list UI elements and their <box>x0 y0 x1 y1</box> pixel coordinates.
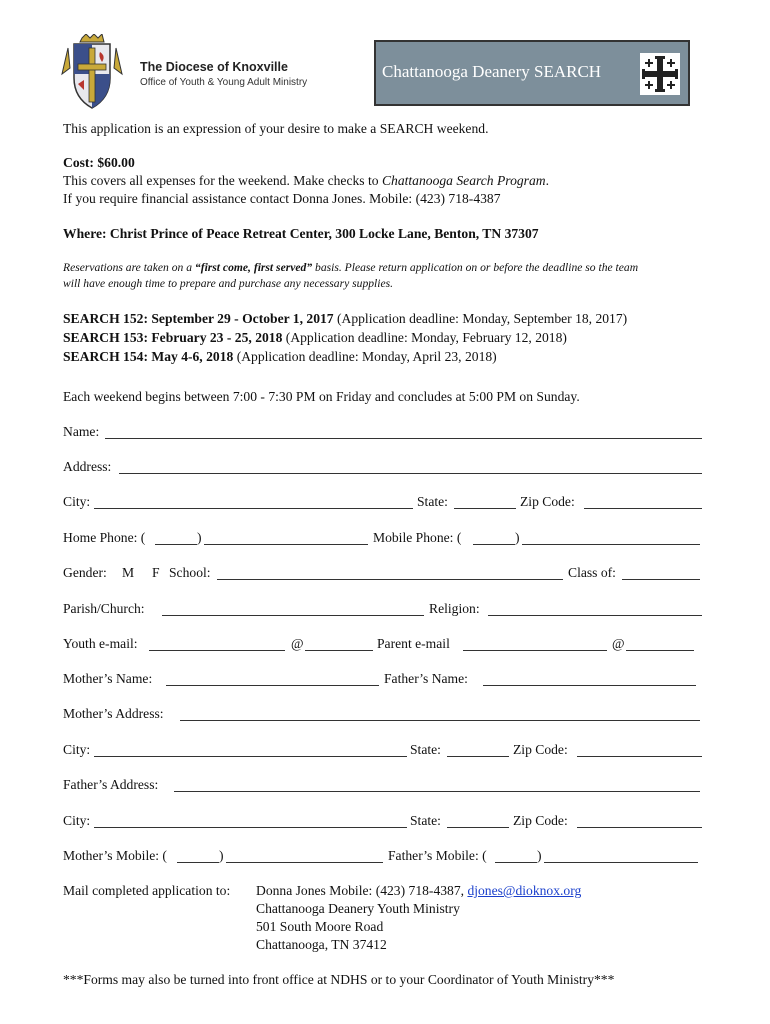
office-name: Office of Youth & Young Adult Ministry <box>140 77 308 88</box>
diocese-crest-icon <box>60 34 124 110</box>
cost-value: Cost: $60.00 <box>63 155 135 170</box>
state-label: State: <box>410 813 441 828</box>
mail-line-3: 501 South Moore Road <box>256 919 384 934</box>
mothers-name-field[interactable] <box>166 671 379 686</box>
gender-m-option[interactable]: M <box>122 565 135 580</box>
paren-close: ) <box>515 530 520 545</box>
weekend-deadline: (Application deadline: Monday, April 23, 2018) <box>233 349 497 364</box>
class-of-label: Class of: <box>568 565 616 580</box>
mail-contact-text: Donna Jones Mobile: (423) 718-4387, <box>256 883 468 898</box>
cost-line-1 <box>63 173 549 189</box>
mother-zip-field[interactable] <box>577 742 702 757</box>
mobile-phone-label: Mobile Phone: ( <box>373 530 462 545</box>
location-line <box>63 226 539 242</box>
mothers-mobile-field[interactable] <box>226 848 383 863</box>
state-label: State: <box>410 742 441 757</box>
city-label: City: <box>63 742 91 757</box>
youth-email-label: Youth e-mail: <box>63 636 138 651</box>
mothers-address-field[interactable] <box>180 706 700 721</box>
state-label: State: <box>417 494 448 509</box>
fathers-mobile-field[interactable] <box>544 848 698 863</box>
weekend-153 <box>63 330 567 346</box>
mothers-area-code-field[interactable] <box>177 848 219 863</box>
city-label: City: <box>63 494 91 509</box>
cost-line-1-c: . <box>545 173 549 188</box>
zip-label: Zip Code: <box>513 813 568 828</box>
program-banner <box>374 40 690 106</box>
parent-email-label: Parent e-mail <box>377 636 450 651</box>
parish-row <box>63 601 703 619</box>
name-field[interactable] <box>105 424 702 439</box>
mother-state-field[interactable] <box>447 742 509 757</box>
fathers-name-field[interactable] <box>483 671 696 686</box>
mother-city-field[interactable] <box>94 742 407 757</box>
reservations-note-2: will have enough time to prepare and purchase any necessary supplies. <box>63 277 394 290</box>
city-field[interactable] <box>94 494 413 509</box>
religion-field[interactable] <box>488 601 702 616</box>
father-city-row <box>63 813 703 831</box>
mothers-address-row <box>63 706 703 724</box>
parish-label: Parish/Church: <box>63 601 145 616</box>
mail-label: Mail completed application to: <box>63 883 231 898</box>
weekend-152 <box>63 311 627 327</box>
weekend-deadline: (Application deadline: Monday, September 18, 2017) <box>333 311 628 326</box>
cost-line-2: If you require financial assistance contact Donna Jones. Mobile: (423) 718-4387 <box>63 191 501 206</box>
parent-email-user-field[interactable] <box>463 636 607 651</box>
mobile-area-code-field[interactable] <box>473 530 515 545</box>
parent-mobile-row <box>63 848 703 866</box>
father-city-field[interactable] <box>94 813 407 828</box>
fathers-address-field[interactable] <box>174 777 700 792</box>
intro-text: This application is an expression of your desire to make a SEARCH weekend. <box>63 121 489 136</box>
youth-email-user-field[interactable] <box>149 636 285 651</box>
reservations-b: “first come, first served” <box>194 261 313 274</box>
school-label: School: <box>169 565 211 580</box>
name-row <box>63 424 703 442</box>
parent-email-domain-field[interactable] <box>626 636 694 651</box>
home-phone-label: Home Phone: ( <box>63 530 146 545</box>
fathers-area-code-field[interactable] <box>495 848 537 863</box>
religion-label: Religion: <box>429 601 480 616</box>
state-field[interactable] <box>454 494 516 509</box>
schedule-text: Each weekend begins between 7:00 - 7:30 PM on Friday and concludes at 5:00 PM on Sunday. <box>63 389 580 404</box>
weekend-title: SEARCH 153: February 23 - 25, 2018 <box>63 330 283 345</box>
zip-label: Zip Code: <box>520 494 575 509</box>
phone-row <box>63 530 703 548</box>
cost-line-1-a: This covers all expenses for the weekend. Make checks to <box>63 173 382 188</box>
email-row <box>63 636 703 654</box>
mothers-address-label: Mother’s Address: <box>63 706 164 721</box>
youth-email-domain-field[interactable] <box>305 636 373 651</box>
mothers-name-label: Mother’s Name: <box>63 671 153 686</box>
footer-note: ***Forms may also be turned into front office at NDHS or to your Coordinator of Youth Ministry*** <box>63 972 615 987</box>
at-sign: @ <box>291 636 304 651</box>
reservations-note-1 <box>63 261 638 274</box>
cost-label <box>63 155 135 171</box>
banner-title: Chattanooga Deanery SEARCH <box>382 62 602 81</box>
mail-line-4: Chattanooga, TN 37412 <box>256 937 387 952</box>
name-label: Name: <box>63 424 100 439</box>
fathers-mobile-label: Father’s Mobile: ( <box>388 848 487 863</box>
jerusalem-cross-icon <box>640 53 680 95</box>
payee-name: Chattanooga Search Program <box>381 173 546 188</box>
diocese-name: The Diocese of Knoxville <box>140 60 288 74</box>
zip-field[interactable] <box>584 494 702 509</box>
weekend-title: SEARCH 152: September 29 - October 1, 2017 <box>63 311 334 326</box>
mail-line-2: Chattanooga Deanery Youth Ministry <box>256 901 460 916</box>
reservations-c: basis. Please return application on or before the deadline so the team <box>312 261 639 274</box>
mobile-phone-field[interactable] <box>522 530 700 545</box>
weekend-deadline: (Application deadline: Monday, February 12, 2018) <box>282 330 567 345</box>
weekend-154 <box>63 349 497 365</box>
paren-close: ) <box>537 848 542 863</box>
fathers-name-label: Father’s Name: <box>384 671 468 686</box>
address-row <box>63 459 703 477</box>
weekend-title: SEARCH 154: May 4-6, 2018 <box>63 349 234 364</box>
paren-close: ) <box>197 530 202 545</box>
mothers-mobile-label: Mother’s Mobile: ( <box>63 848 167 863</box>
mail-contact <box>256 883 581 899</box>
home-phone-field[interactable] <box>204 530 368 545</box>
gender-label: Gender: <box>63 565 107 580</box>
mother-city-row <box>63 742 703 760</box>
at-sign: @ <box>612 636 625 651</box>
reservations-a: Reservations are taken on a <box>63 261 195 274</box>
home-area-code-field[interactable] <box>155 530 197 545</box>
gender-school-row <box>63 565 703 583</box>
father-zip-field[interactable] <box>577 813 702 828</box>
address-label: Address: <box>63 459 112 474</box>
address-field[interactable] <box>119 459 702 474</box>
parent-names-row <box>63 671 703 689</box>
location-text: Where: Christ Prince of Peace Retreat Center, 300 Locke Lane, Benton, TN 37307 <box>63 226 539 241</box>
fathers-address-row <box>63 777 703 795</box>
city-row <box>63 494 703 512</box>
fathers-address-label: Father’s Address: <box>63 777 159 792</box>
paren-close: ) <box>219 848 224 863</box>
parish-field[interactable] <box>162 601 424 616</box>
school-field[interactable] <box>217 565 563 580</box>
city-label: City: <box>63 813 91 828</box>
class-of-field[interactable] <box>622 565 700 580</box>
gender-f-option[interactable]: F <box>152 565 160 580</box>
contact-email-link[interactable]: djones@dioknox.org <box>467 883 582 898</box>
father-state-field[interactable] <box>447 813 509 828</box>
zip-label: Zip Code: <box>513 742 568 757</box>
